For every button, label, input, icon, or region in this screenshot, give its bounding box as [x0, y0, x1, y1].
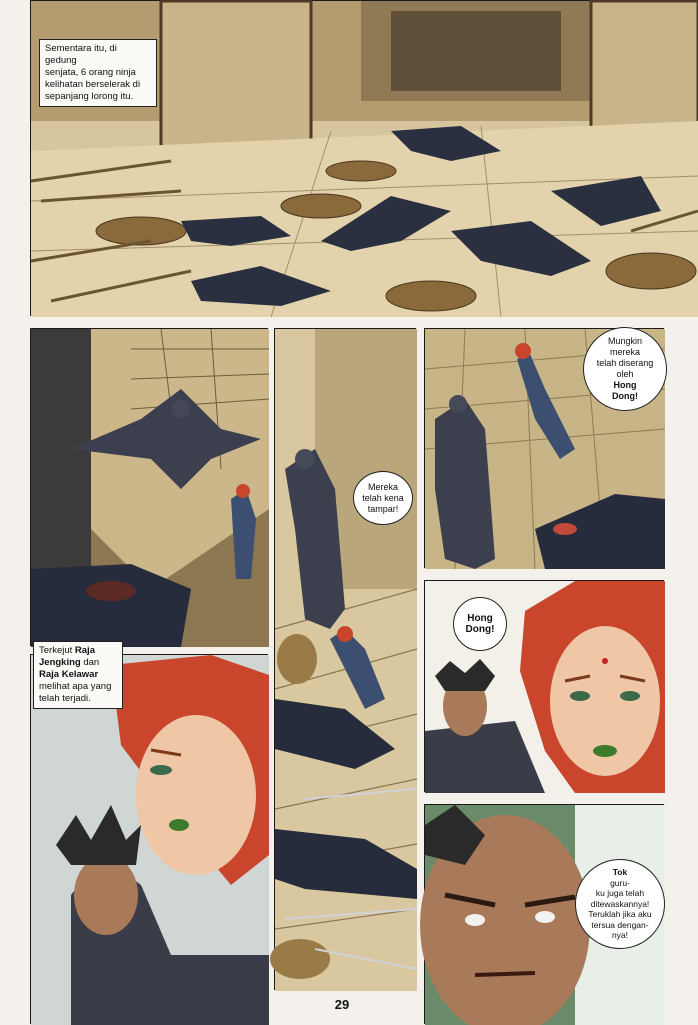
bubble-name: Dong!: [611, 391, 638, 401]
caption-line: senjata, 6 orang ninja: [45, 67, 136, 78]
bubble-line: ku juga telah: [595, 888, 645, 899]
bubble-line: Mungkin: [607, 336, 642, 346]
bubble-line: [588, 867, 651, 888]
bubble-word: guru-: [610, 877, 630, 888]
caption-line: Sementara itu, di gedung: [45, 43, 117, 66]
panel-corridor-stand: [274, 328, 416, 990]
panel-corridor-ninjas: [30, 0, 697, 316]
bubble-line: telah kena: [362, 492, 404, 503]
bubble-line: mereka: [609, 347, 640, 357]
bubble-line: [597, 369, 654, 391]
bubble-line: Teruklah jika aku: [588, 909, 652, 920]
narration-caption-terkejut: [33, 641, 123, 709]
bubble-line: Dong!: [465, 624, 495, 635]
caption-line: melihat apa yang: [39, 681, 112, 692]
caption-word: dan: [80, 657, 100, 668]
caption-line: sepanjang lorong itu.: [45, 91, 134, 102]
narration-caption: [39, 39, 157, 107]
panel-angry: [424, 804, 664, 1024]
speech-bubble-tok-guru: [575, 859, 665, 949]
shocked-art: [31, 655, 269, 1025]
bubble-line: nya!: [611, 930, 629, 941]
page-number: 29: [334, 997, 350, 1012]
caption-name: Jengking: [39, 657, 81, 668]
panel-shocked: [30, 645, 268, 1024]
bubble-line: Mereka: [367, 481, 398, 492]
panel-looking: [424, 328, 664, 568]
bubble-name: Tok: [612, 867, 628, 878]
caption-line: [39, 645, 95, 656]
bubble-line: tersua dengan-: [591, 919, 649, 930]
caption-name: Raja Kelawar: [39, 669, 99, 680]
bubble-line: telah diserang: [596, 358, 654, 368]
speech-bubble-hong-dong: [453, 597, 507, 651]
speech-bubble-mereka: [353, 471, 413, 525]
speech-bubble-mungkin: [583, 327, 667, 411]
caption-line: [39, 657, 99, 668]
bubble-line: Hong: [467, 613, 493, 624]
panel-hong-dong: [424, 580, 664, 792]
bubble-line: ditewaskannya!: [590, 898, 650, 909]
bubble-word: oleh: [616, 369, 634, 379]
caption-line: telah terjadi.: [39, 693, 91, 704]
caption-word: Terkejut: [39, 645, 75, 656]
leap-art: [31, 329, 269, 647]
caption-name: Raja: [74, 645, 95, 656]
panel-leap: [30, 328, 268, 646]
bubble-line: tampar!: [367, 503, 399, 514]
bubble-name: Hong: [613, 380, 637, 390]
corridor-stand-art: [275, 329, 417, 991]
caption-line: kelihatan berselerak di: [45, 79, 141, 90]
